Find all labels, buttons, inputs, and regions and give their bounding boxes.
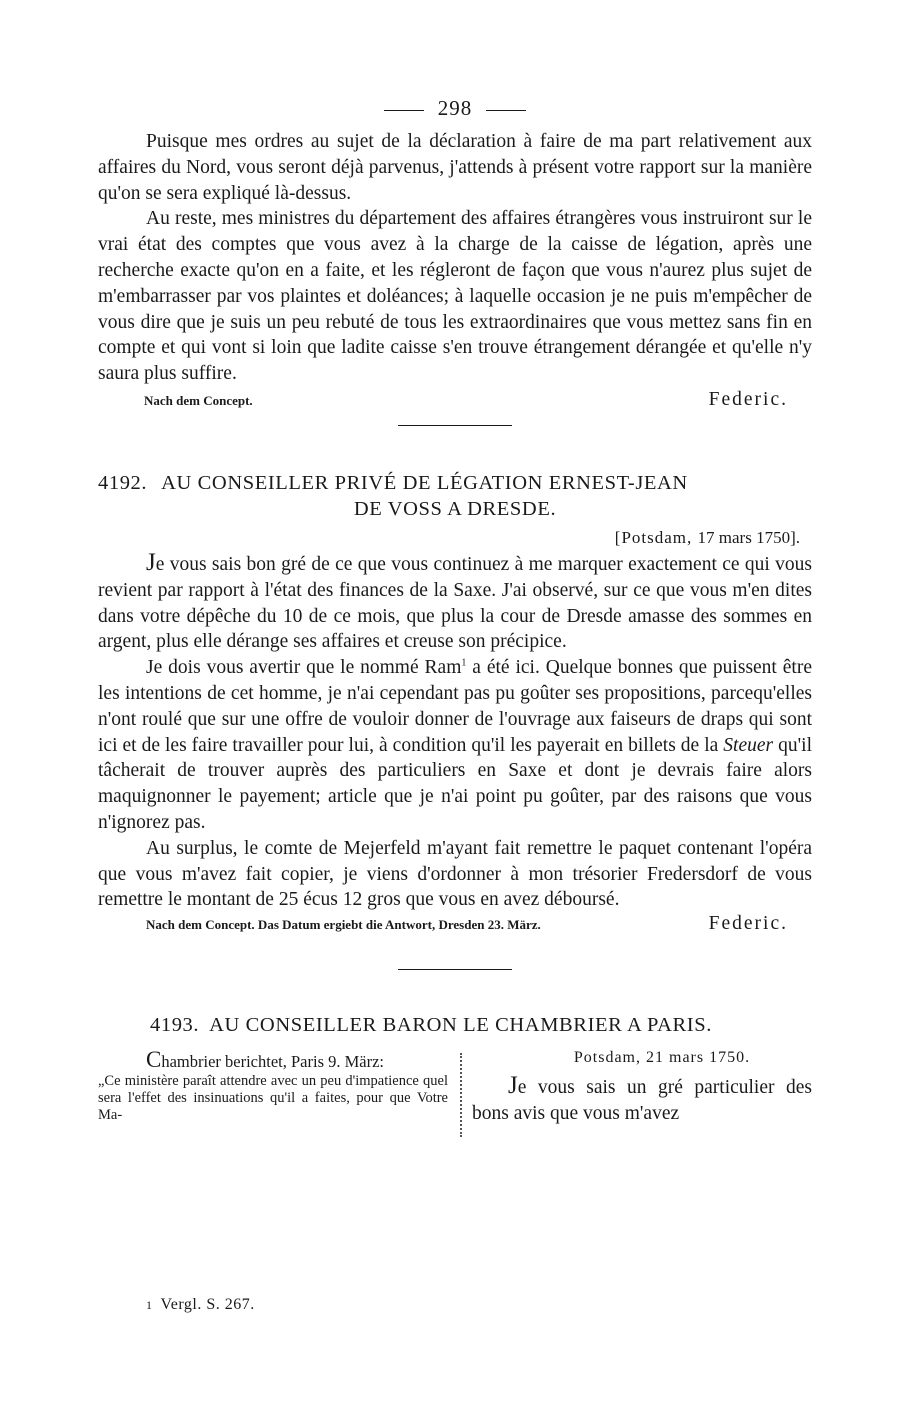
letter-4193-heading	[98, 1014, 812, 1037]
letter-4191-paragraph-1: Puisque mes ordres au sujet de la déclaration à faire de ma part relativement aux affaires du Nord, vous seront déjà parvenus, j'attends à présent votre rapport sur la manière qu'on se sera expliqué là-dessus.	[98, 131, 812, 204]
letter-4192-initial: J	[146, 548, 156, 576]
letter-4192-signature: Federic.	[708, 913, 788, 935]
page-number-dash-left	[384, 110, 424, 111]
letter-4193-report-initial: C	[146, 1047, 162, 1073]
separator-rule-2	[398, 969, 512, 970]
letter-4192-paragraph-3: Au surplus, le comte de Mejerfeld m'ayant fait remettre le paquet contenant l'opéra que vous m'avez fait copier, je viens d'ordonner à mon trésorier Fredersdorf de vous remettre le montant de 25 écus 12 gros que vous en avez déboursé.	[98, 837, 812, 911]
letter-4192-heading-line-2: DE VOSS A DRESDE.	[353, 497, 557, 520]
letter-4193-report-text: „Ce ministère paraît attendre avec un peu d'impatience quel sera l'effet des insinuations qu'il a faites, pour que Votre Ma-	[98, 1073, 448, 1124]
letter-4193-reply-column	[472, 1049, 812, 1137]
column-divider	[460, 1053, 462, 1137]
page-number: 298	[437, 96, 473, 120]
letter-4193-reply-body: e vous sais un gré particulier des bons avis que vous m'avez	[472, 1077, 812, 1125]
letter-4193-date-rest: 21 mars 1750.	[646, 1049, 751, 1067]
letter-4192-italic-steuer: Steuer	[723, 734, 774, 756]
letter-4193-date-place: Potsdam,	[573, 1049, 641, 1067]
letter-4192-paragraph-2-a: Je dois vous avertir que le nommé Ram	[146, 657, 462, 679]
page-number-line	[98, 96, 812, 121]
letter-4192-heading-line-1	[98, 470, 812, 496]
letter-4193-report-lead-text: hambrier berichtet, Paris 9. März:	[161, 1052, 385, 1072]
letter-4192-paragraph-2	[98, 655, 812, 836]
separator-rule	[398, 425, 512, 426]
letter-4191-note: Nach dem Concept.	[144, 392, 253, 408]
letter-4193-report-column	[98, 1049, 454, 1137]
letter-4193-reply-initial: J	[508, 1072, 518, 1100]
letter-4191-footer	[98, 389, 812, 411]
letter-4192-footer	[98, 913, 812, 935]
letter-4192-date-rest: 17 mars 1750].	[697, 527, 800, 547]
letter-4192-paragraph-2-c: qu'il tâcherait de trouver auprès des particuliers en Saxe et dont je devrais faire alors maquignonner le payement; article que je n'ai point pu goûter, par des raisons que vous n'ignorez pas.	[98, 734, 812, 833]
letter-4191-signature: Federic.	[708, 388, 788, 410]
footnote-mark: 1	[146, 1298, 153, 1312]
letter-4191-paragraph-2: Au reste, mes ministres du département des affaires étrangères vous instruiront sur le vrai état des comptes que vous avez à la charge de la caisse de légation, après une recherche exacte qu'on en a faite, et les régleront de façon que vous n'aurez plus sujet de m'embarrasser par vos plaintes et doléances; à laquelle occasion je ne puis m'empêcher de vous dire que je suis un peu rebuté de tous les extraordinaires que vous mettez sans fin en compte et qui vont si loin que ladite caisse s'en trouve étrangement dérangée et qu'elle n'y saura plus suffire.	[98, 208, 812, 385]
letter-4193-reply-text	[472, 1073, 812, 1127]
letter-4193-heading-text: AU CONSEILLER BARON LE CHAMBRIER A PARIS.	[209, 1014, 712, 1037]
page-body	[98, 96, 812, 1137]
letter-4192-note: Nach dem Concept. Das Datum ergiebt die Antwort, Dresden 23. März.	[146, 917, 541, 933]
letter-4193-number: 4193.	[150, 1014, 200, 1037]
letter-4192-paragraph-1-text: e vous sais bon gré de ce que vous continuez à me marquer exactement ce qui vous revient par rapport à l'état des finances de la Saxe. J'ai observé, sur ce que vous m'en dites dans votre dépêche du 10 de ce mois, que plus la cour de Dresde amasse des sommes en argent, plus elle dérange ses affaires et creuse son précipice.	[98, 553, 812, 653]
footnote-text: Vergl. S. 267.	[160, 1296, 255, 1313]
letter-4193-report-lead	[98, 1049, 448, 1073]
page-number-dash-right	[486, 110, 526, 111]
letter-4192	[98, 470, 812, 970]
letter-4192-heading	[98, 470, 812, 522]
letter-4193-columns	[98, 1049, 812, 1137]
footnote	[146, 1296, 255, 1314]
letter-4192-date-place: [Potsdam,	[614, 527, 693, 547]
letter-4192-paragraph-1	[98, 550, 812, 655]
letter-4192-heading-text-1: AU CONSEILLER PRIVÉ DE LÉGATION ERNEST-JEAN	[161, 471, 688, 494]
letter-4193-dateline	[472, 1049, 812, 1067]
letter-4192-paragraph-2-b: a été ici. Quelque bonnes que puissent être les intentions de cet homme, je n'ai cependant pas pu goûter ses propositions, parcequ'elles n'ont roulé que sur une offre de vouloir donner de l'ouvrage aux faiseurs de draps qui sont ici et de les faire travailler pour lui, à condition qu'il les payerait en billets de la	[98, 657, 812, 756]
letter-4192-dateline	[98, 528, 800, 548]
letter-4193	[98, 1014, 812, 1137]
footnote-reference: 1	[461, 657, 467, 669]
letter-4191-body	[98, 129, 812, 426]
letter-4192-number: 4192.	[98, 471, 148, 494]
